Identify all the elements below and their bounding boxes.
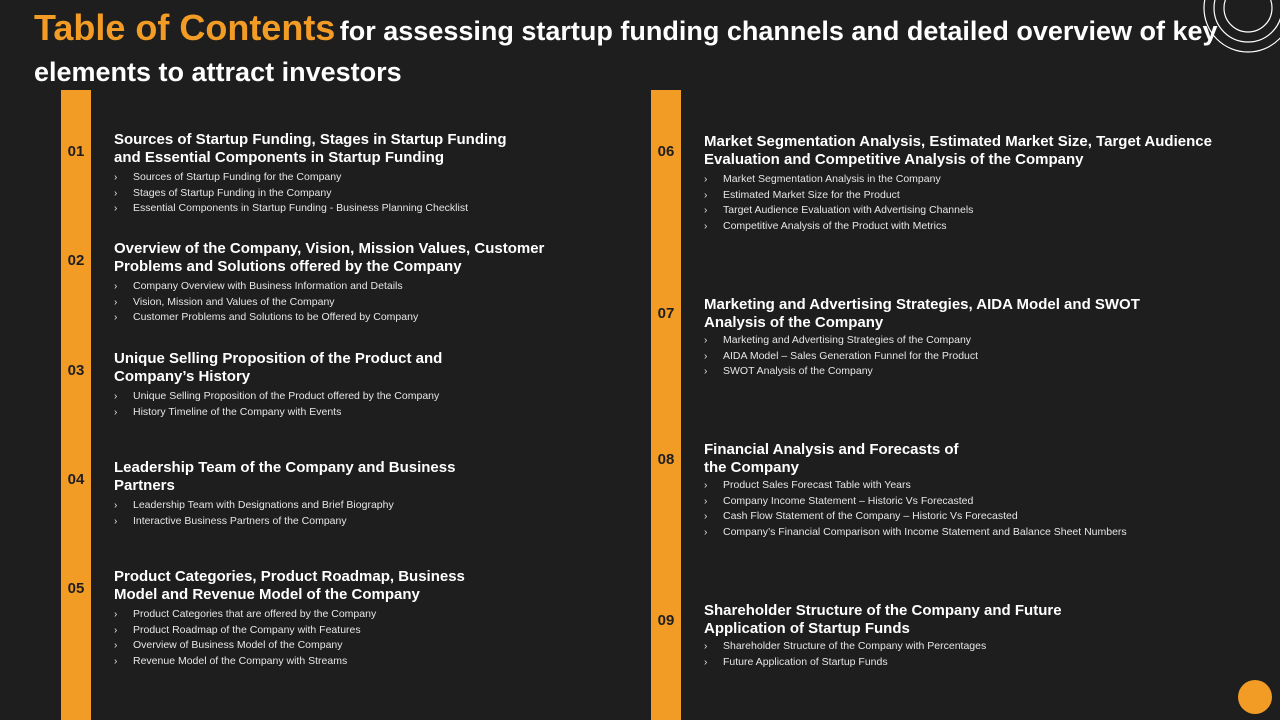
list-item: › Unique Selling Proposition of the Product offered by the Company <box>114 389 439 405</box>
section-items <box>114 389 439 420</box>
list-item: › Company Income Statement – Historic Vs Forecasted <box>704 494 1127 510</box>
section-items <box>704 478 1127 540</box>
chevron-right-icon: › <box>114 281 118 292</box>
chevron-right-icon: › <box>704 480 708 491</box>
list-item: › Stages of Startup Funding in the Company <box>114 186 468 202</box>
list-item: › Shareholder Structure of the Company with Percentages <box>704 639 986 655</box>
list-item: › Marketing and Advertising Strategies of the Company <box>704 333 978 349</box>
section-number: 01 <box>67 143 85 160</box>
list-item: › Cash Flow Statement of the Company – Historic Vs Forecasted <box>704 509 1127 525</box>
page-title <box>34 7 1234 95</box>
chevron-right-icon: › <box>704 220 708 232</box>
toc-section-02[interactable] <box>61 239 581 339</box>
chevron-right-icon: › <box>704 335 708 346</box>
section-number: 03 <box>67 362 85 379</box>
section-items <box>114 279 418 326</box>
section-number: 09 <box>657 612 675 629</box>
section-number: 08 <box>657 451 675 468</box>
section-heading: Sources of Startup Funding, Stages in Startup Funding and Essential Components in Startup Funding <box>114 131 507 166</box>
chevron-right-icon: › <box>114 515 118 527</box>
section-heading: Financial Analysis and Forecasts of the Company <box>704 441 959 476</box>
chevron-right-icon: › <box>114 172 118 183</box>
concentric-circles-icon <box>1200 0 1280 60</box>
section-number: 04 <box>67 471 85 488</box>
list-item: › Market Segmentation Analysis in the Company <box>704 172 973 188</box>
chevron-right-icon: › <box>704 656 708 668</box>
chevron-right-icon: › <box>114 312 118 323</box>
chevron-right-icon: › <box>114 391 118 402</box>
toc-section-04[interactable] <box>61 458 581 548</box>
list-item: › Customer Problems and Solutions to be Offered by Company <box>114 310 418 326</box>
list-item: › Company’s Financial Comparison with Income Statement and Balance Sheet Numbers <box>704 525 1127 541</box>
toc-section-03[interactable] <box>61 349 581 439</box>
chevron-right-icon: › <box>114 500 118 511</box>
toc-section-01[interactable] <box>61 130 581 230</box>
section-heading: Shareholder Structure of the Company and Future Application of Startup Funds <box>704 602 1062 637</box>
list-item: › Essential Components in Startup Funding - Business Planning Checklist <box>114 201 468 217</box>
chevron-right-icon: › <box>114 203 118 214</box>
chevron-right-icon: › <box>114 406 118 418</box>
list-item: › Vision, Mission and Values of the Company <box>114 295 418 311</box>
section-items <box>704 639 986 670</box>
title-main: Table of Contents <box>34 7 336 48</box>
decorative-dot <box>1238 680 1272 714</box>
list-item: › History Timeline of the Company with Events <box>114 405 439 421</box>
section-heading: Product Categories, Product Roadmap, Business Model and Revenue Model of the Company <box>114 568 465 603</box>
section-number: 02 <box>67 252 85 269</box>
section-heading: Market Segmentation Analysis, Estimated Market Size, Target Audience Evaluation and Competitive Analysis of the Company <box>704 133 1212 168</box>
chevron-right-icon: › <box>114 640 118 651</box>
list-item: › Revenue Model of the Company with Streams <box>114 654 376 670</box>
section-heading: Overview of the Company, Vision, Mission Values, Customer Problems and Solutions offered by the Company <box>114 240 545 275</box>
list-item: › Sources of Startup Funding for the Company <box>114 170 468 186</box>
list-item: › Company Overview with Business Information and Details <box>114 279 418 295</box>
section-items <box>704 333 978 380</box>
chevron-right-icon: › <box>114 655 118 667</box>
list-item: › Product Categories that are offered by the Company <box>114 607 376 623</box>
section-items <box>704 172 973 234</box>
list-item: › AIDA Model – Sales Generation Funnel for the Product <box>704 349 978 365</box>
section-number: 06 <box>657 143 675 160</box>
title-sub: for assessing startup funding channels and detailed overview of key elements to attract investors <box>34 16 1218 87</box>
chevron-right-icon: › <box>704 495 708 507</box>
list-item: › Overview of Business Model of the Company <box>114 638 376 654</box>
toc-section-09[interactable] <box>651 601 1251 681</box>
toc-section-06[interactable] <box>651 132 1251 242</box>
chevron-right-icon: › <box>114 624 118 636</box>
chevron-right-icon: › <box>704 641 708 652</box>
section-number: 07 <box>657 305 675 322</box>
list-item: › Estimated Market Size for the Product <box>704 188 973 204</box>
section-heading: Unique Selling Proposition of the Product and Company’s History <box>114 350 443 385</box>
list-item: › Target Audience Evaluation with Advertising Channels <box>704 203 973 219</box>
list-item: › Interactive Business Partners of the Company <box>114 514 394 530</box>
chevron-right-icon: › <box>704 189 708 201</box>
list-item: › SWOT Analysis of the Company <box>704 364 978 380</box>
section-items <box>114 170 468 217</box>
chevron-right-icon: › <box>114 187 118 199</box>
chevron-right-icon: › <box>704 205 708 216</box>
chevron-right-icon: › <box>114 296 118 308</box>
list-item: › Product Roadmap of the Company with Features <box>114 623 376 639</box>
section-heading: Marketing and Advertising Strategies, AIDA Model and SWOT Analysis of the Company <box>704 296 1140 331</box>
chevron-right-icon: › <box>704 526 708 538</box>
section-heading: Leadership Team of the Company and Business Partners <box>114 459 456 494</box>
toc-section-07[interactable] <box>651 295 1251 385</box>
section-items <box>114 498 394 529</box>
chevron-right-icon: › <box>704 350 708 362</box>
list-item: › Leadership Team with Designations and Brief Biography <box>114 498 394 514</box>
chevron-right-icon: › <box>704 174 708 185</box>
section-items <box>114 607 376 669</box>
list-item: › Future Application of Startup Funds <box>704 655 986 671</box>
chevron-right-icon: › <box>704 511 708 522</box>
chevron-right-icon: › <box>114 609 118 620</box>
list-item: › Product Sales Forecast Table with Years <box>704 478 1127 494</box>
section-number: 05 <box>67 580 85 597</box>
toc-section-05[interactable] <box>61 567 581 677</box>
toc-section-08[interactable] <box>651 440 1251 550</box>
chevron-right-icon: › <box>704 366 708 377</box>
list-item: › Competitive Analysis of the Product with Metrics <box>704 219 973 235</box>
